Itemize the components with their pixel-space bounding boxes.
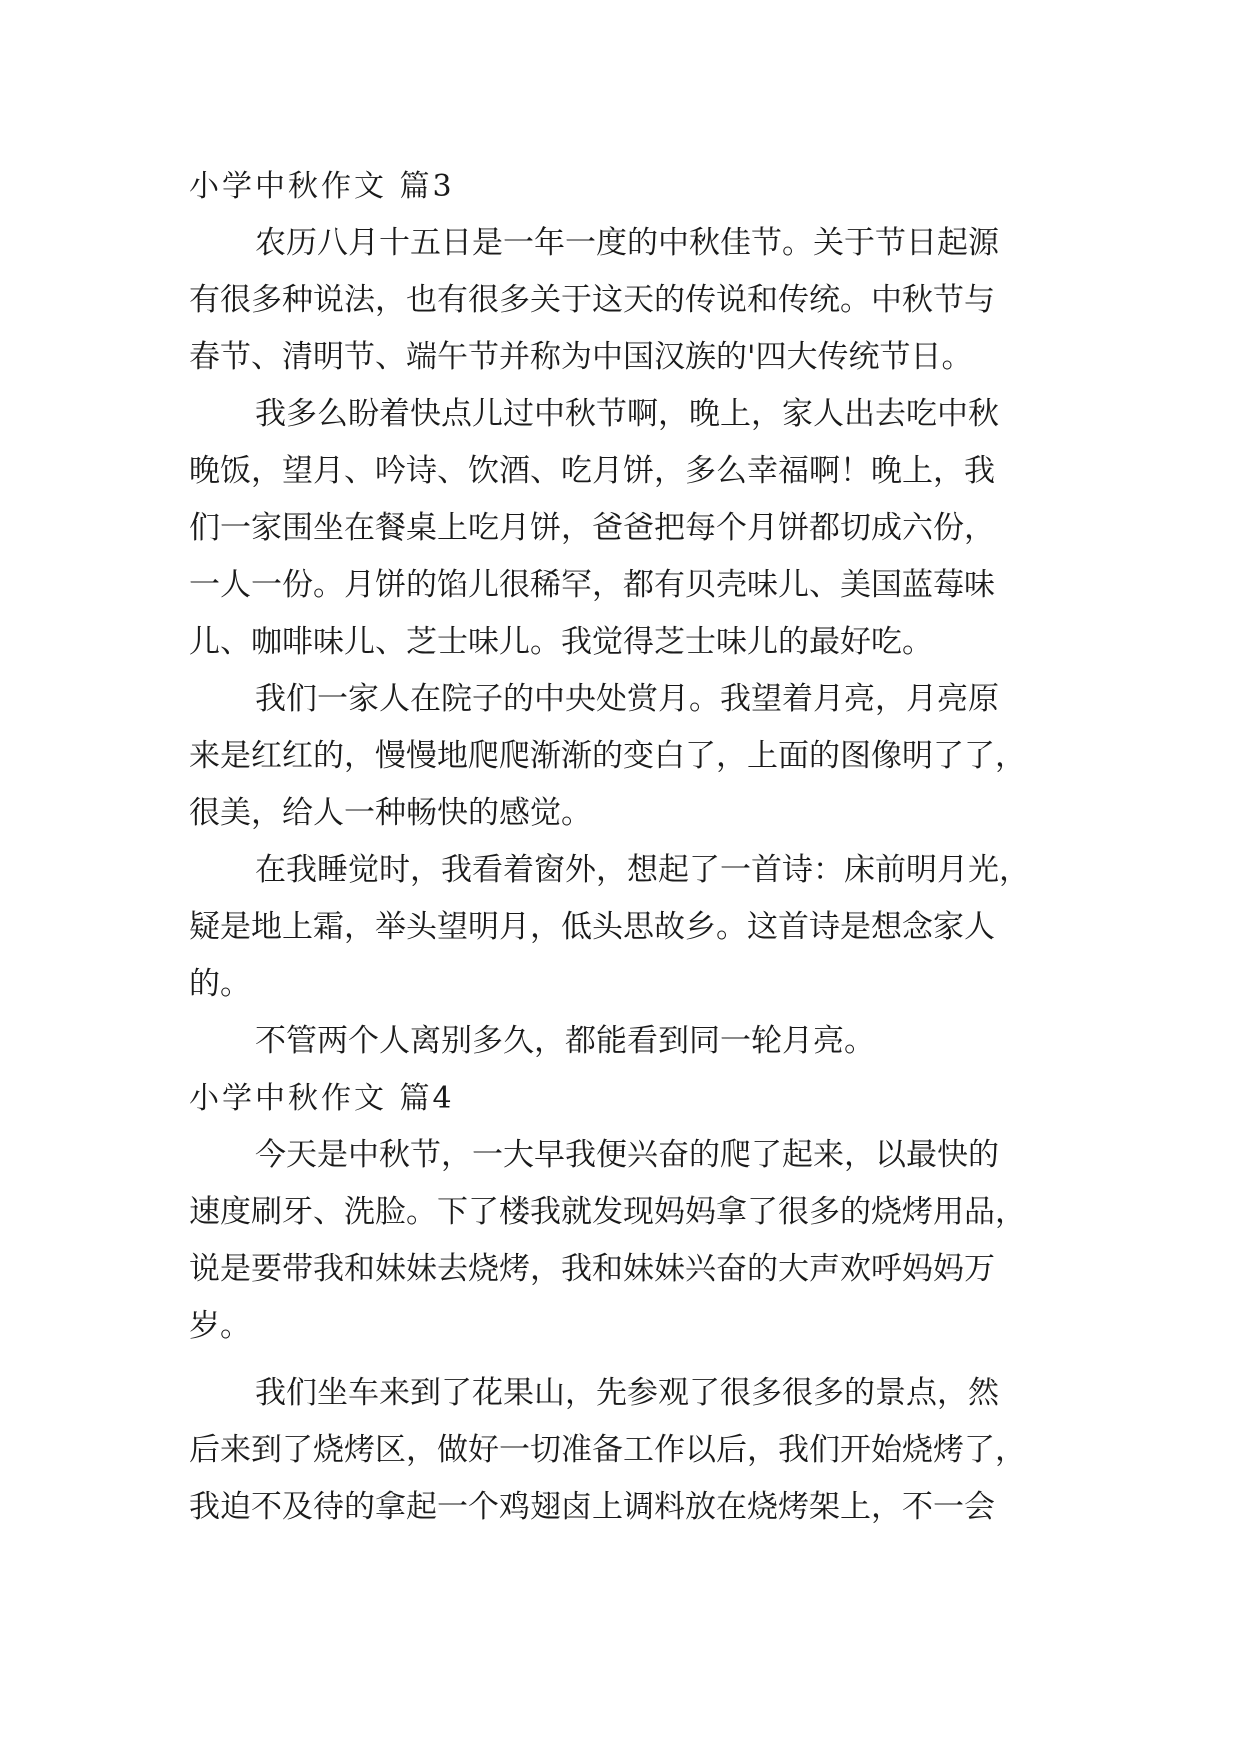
document-body	[189, 158, 1069, 1536]
text-line: 们一家围坐在餐桌上吃月饼，爸爸把每个月饼都切成六份，	[189, 510, 995, 546]
paragraph	[189, 1365, 1069, 1536]
text-line: 在我睡觉时，我看着窗外，想起了一首诗：床前明月光，	[255, 852, 1030, 888]
section-essay-3	[189, 158, 1069, 1070]
paragraph	[189, 671, 1069, 842]
text-line: 有很多种说法，也有很多关于这天的传说和传统。中秋节与	[189, 282, 995, 318]
text-line: 疑是地上霜，举头望明月，低头思故乡。这首诗是想念家人	[189, 909, 995, 945]
text-line: 今天是中秋节，一大早我便兴奋的爬了起来，以最快的	[255, 1137, 999, 1173]
text-line: 儿、咖啡味儿、芝士味儿。我觉得芝士味儿的最好吃。	[189, 624, 933, 660]
text-line: 农历八月十五日是一年一度的中秋佳节。关于节日起源	[255, 225, 999, 261]
text-line: 说是要带我和妹妹去烧烤，我和妹妹兴奋的大声欢呼妈妈万	[189, 1251, 995, 1287]
paragraph	[189, 386, 1069, 671]
paragraph-gap	[189, 1355, 1069, 1365]
paragraph	[189, 215, 1069, 386]
paragraph	[189, 1127, 1069, 1355]
text-line: 后来到了烧烤区，做好一切准备工作以后，我们开始烧烤了，	[189, 1432, 1026, 1468]
text-line: 春节、清明节、端午节并称为中国汉族的'四大传统节日。	[189, 339, 973, 375]
text-line: 不管两个人离别多久，都能看到同一轮月亮。	[255, 1023, 875, 1059]
text-line: 我们一家人在院子的中央处赏月。我望着月亮，月亮原	[255, 681, 999, 717]
text-line: 一人一份。月饼的馅儿很稀罕，都有贝壳味儿、美国蓝莓味	[189, 567, 995, 603]
text-line: 来是红红的，慢慢地爬爬渐渐的变白了，上面的图像明了了，	[189, 738, 1026, 774]
section-heading: 小学中秋作文 篇3	[189, 169, 455, 204]
paragraph	[189, 1013, 1069, 1070]
text-line: 晚饭，望月、吟诗、饮酒、吃月饼，多么幸福啊！晚上，我	[189, 453, 995, 489]
text-line: 岁。	[189, 1308, 251, 1344]
text-line: 我们坐车来到了花果山，先参观了很多很多的景点，然	[255, 1375, 999, 1411]
text-line: 我多么盼着快点儿过中秋节啊，晚上，家人出去吃中秋	[255, 396, 999, 432]
section-heading: 小学中秋作文 篇4	[189, 1081, 455, 1116]
section-essay-4	[189, 1070, 1069, 1536]
text-line: 我迫不及待的拿起一个鸡翅卤上调料放在烧烤架上，不一会	[189, 1489, 995, 1525]
text-line: 速度刷牙、洗脸。下了楼我就发现妈妈拿了很多的烧烤用品，	[189, 1194, 1026, 1230]
paragraph	[189, 842, 1069, 1013]
text-line: 很美，给人一种畅快的感觉。	[189, 795, 592, 831]
text-line: 的。	[189, 966, 251, 1002]
